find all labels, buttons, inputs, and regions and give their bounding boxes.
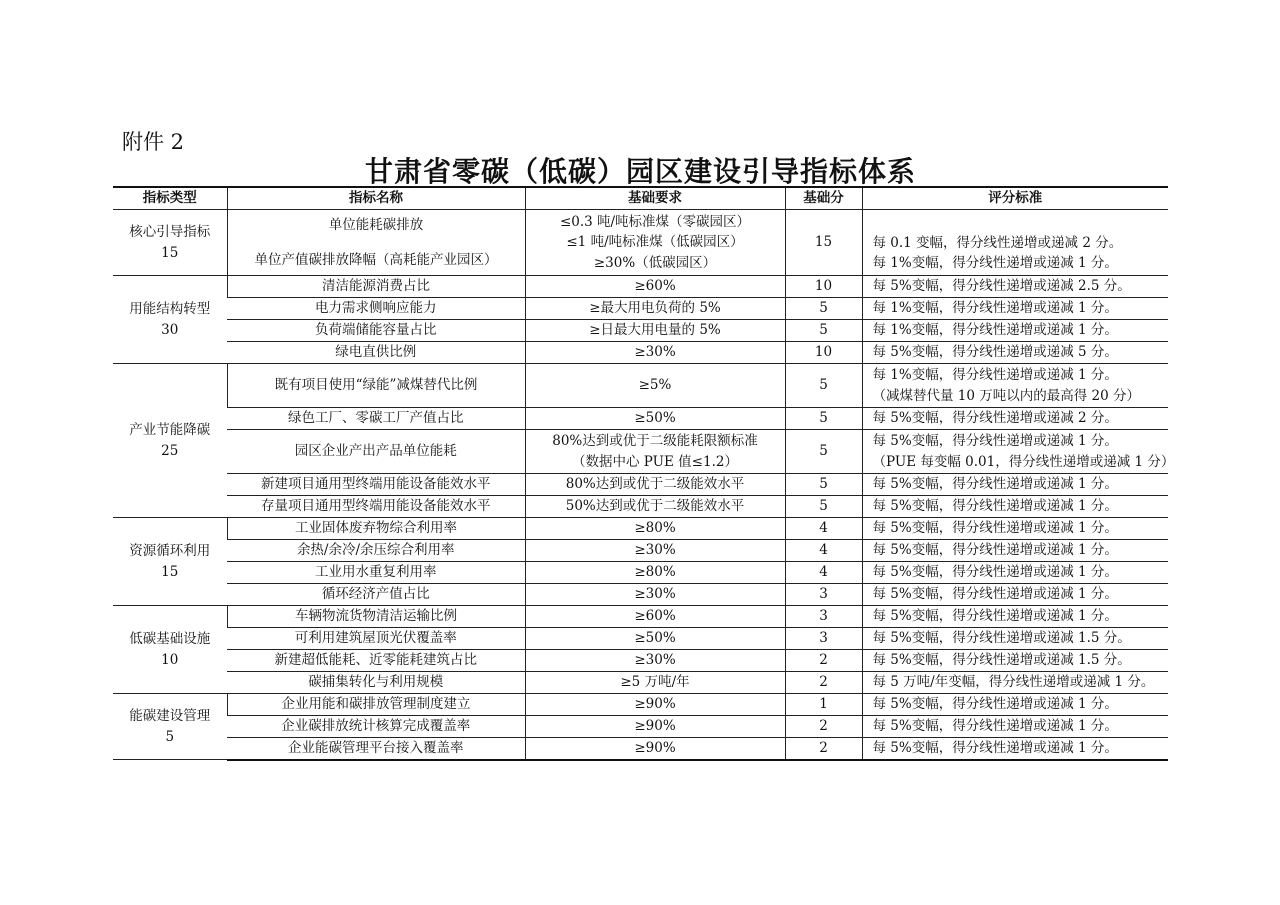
table-row <box>113 562 1168 584</box>
table-row <box>113 276 1168 298</box>
table-body <box>113 210 1175 760</box>
base-score: 5 <box>785 364 862 408</box>
header-requirement: 基础要求 <box>525 187 785 210</box>
requirement-text: ≥90% <box>634 740 676 757</box>
scoring-text: 每 5%变幅，得分线性递增或递减 1 分。 <box>872 608 1118 625</box>
requirement-text: ≥30% <box>634 586 676 603</box>
table-row <box>113 210 1168 276</box>
indicator-type-cell <box>113 276 227 364</box>
header-name: 指标名称 <box>227 187 525 210</box>
requirement-cell <box>525 298 785 320</box>
requirement-text: ≥最大用电负荷的 5% <box>589 300 721 317</box>
scoring-text: 每 5%变幅，得分线性递增或递减 1 分。 <box>872 718 1118 735</box>
table-row <box>113 650 1168 672</box>
requirement-cell <box>525 694 785 716</box>
requirement-cell <box>525 430 785 474</box>
requirement-text: （数据中心 PUE 值≤1.2） <box>572 453 738 470</box>
indicator-table <box>113 186 1175 761</box>
indicator-name: 单位产值碳排放降幅（高耗能产业园区） <box>254 252 498 269</box>
indicator-name: 企业碳排放统计核算完成覆盖率 <box>227 716 525 738</box>
requirement-cell <box>525 496 785 518</box>
indicator-type: 用能结构转型 <box>129 301 211 318</box>
table-row <box>113 408 1168 430</box>
indicator-name: 余热/余冷/余压综合利用率 <box>227 540 525 562</box>
scoring-cell <box>862 672 1168 694</box>
requirement-cell <box>525 650 785 672</box>
scoring-cell <box>862 518 1168 540</box>
requirement-text: ≥80% <box>634 564 676 581</box>
scoring-text: 每 5%变幅，得分线性递增或递减 1 分。 <box>872 564 1118 581</box>
base-score: 5 <box>785 408 862 430</box>
scoring-cell <box>862 738 1168 760</box>
scoring-text: （PUE 每变幅 0.01，得分线性递增或递减 1 分） <box>872 453 1175 470</box>
indicator-name: 电力需求侧响应能力 <box>227 298 525 320</box>
indicator-type: 能碳建设管理 <box>129 708 211 725</box>
indicator-name: 新建项目通用型终端用能设备能效水平 <box>227 474 525 496</box>
requirement-text: ≤0.3 吨/吨标准煤（零碳园区） <box>559 214 751 231</box>
base-score: 4 <box>785 540 862 562</box>
scoring-cell <box>862 584 1168 606</box>
base-score: 5 <box>785 430 862 474</box>
base-score: 4 <box>785 562 862 584</box>
requirement-text: 80%达到或优于二级能耗限额标准 <box>552 433 758 450</box>
requirement-cell <box>525 672 785 694</box>
scoring-text: 每 5%变幅，得分线性递增或递减 5 分。 <box>872 344 1118 361</box>
indicator-type-points: 10 <box>161 651 179 668</box>
scoring-text: 每 5%变幅，得分线性递增或递减 1 分。 <box>872 740 1118 757</box>
scoring-cell <box>862 364 1168 408</box>
header-type: 指标类型 <box>113 187 227 210</box>
scoring-cell <box>862 716 1168 738</box>
indicator-type-cell <box>113 210 227 276</box>
scoring-text: 每 5%变幅，得分线性递增或递减 2.5 分。 <box>872 278 1131 295</box>
requirement-text: ≥30%（低碳园区） <box>593 254 717 271</box>
indicator-type-points: 15 <box>161 563 179 580</box>
table-row <box>113 672 1168 694</box>
indicator-name: 清洁能源消费占比 <box>227 276 525 298</box>
requirement-text: ≥日最大用电量的 5% <box>589 322 721 339</box>
requirement-text: ≥30% <box>634 542 676 559</box>
table-row <box>113 716 1168 738</box>
scoring-text: 每 5%变幅，得分线性递增或递减 2 分。 <box>872 410 1118 427</box>
base-score: 5 <box>785 320 862 342</box>
base-score: 2 <box>785 738 862 760</box>
requirement-text: ≥60% <box>634 608 676 625</box>
base-score: 5 <box>785 496 862 518</box>
scoring-text: 每 5%变幅，得分线性递增或递减 1 分。 <box>872 696 1118 713</box>
scoring-cell <box>862 540 1168 562</box>
scoring-text: 每 1%变幅，得分线性递增或递减 1 分。 <box>872 254 1118 271</box>
table-row <box>113 540 1168 562</box>
indicator-name-cell <box>227 210 525 276</box>
table-row <box>113 364 1168 408</box>
requirement-cell <box>525 628 785 650</box>
scoring-text: 每 5%变幅，得分线性递增或递减 1.5 分。 <box>872 652 1131 669</box>
scoring-text: 每 5%变幅，得分线性递增或递减 1 分。 <box>872 433 1118 450</box>
attachment-label: 附件 2 <box>122 130 185 154</box>
indicator-name: 企业用能和碳排放管理制度建立 <box>227 694 525 716</box>
indicator-name: 负荷端储能容量占比 <box>227 320 525 342</box>
base-score: 3 <box>785 606 862 628</box>
indicator-name: 可利用建筑屋顶光伏覆盖率 <box>227 628 525 650</box>
base-score: 3 <box>785 628 862 650</box>
header-row <box>113 187 1168 210</box>
indicator-type: 低碳基础设施 <box>129 631 211 648</box>
scoring-cell <box>862 430 1175 474</box>
base-score: 5 <box>785 474 862 496</box>
requirement-cell <box>525 584 785 606</box>
indicator-type-cell <box>113 606 227 694</box>
table-row <box>113 738 1168 760</box>
scoring-text: 每 1%变幅，得分线性递增或递减 1 分。 <box>872 322 1118 339</box>
indicator-type: 核心引导指标 <box>129 224 211 241</box>
requirement-text: ≥60% <box>634 278 676 295</box>
table-row <box>113 298 1168 320</box>
requirement-cell <box>525 320 785 342</box>
indicator-name: 企业能碳管理平台接入覆盖率 <box>227 738 525 760</box>
requirement-text: ≥90% <box>634 718 676 735</box>
table-row <box>113 584 1168 606</box>
scoring-text: （减煤替代量 10 万吨以内的最高得 20 分） <box>872 387 1141 404</box>
base-score: 10 <box>785 276 862 298</box>
scoring-cell <box>862 342 1168 364</box>
table-row <box>113 518 1168 540</box>
requirement-text: ≥80% <box>634 520 676 537</box>
indicator-name: 碳捕集转化与利用规模 <box>227 672 525 694</box>
requirement-text: ≥30% <box>634 652 676 669</box>
scoring-cell <box>862 210 1168 276</box>
indicator-name: 绿电直供比例 <box>227 342 525 364</box>
table-row <box>113 496 1168 518</box>
indicator-name: 绿色工厂、零碳工厂产值占比 <box>227 408 525 430</box>
requirement-cell <box>525 738 785 760</box>
indicator-type-cell <box>113 694 227 760</box>
indicator-name: 园区企业产出产品单位能耗 <box>227 430 525 474</box>
requirement-cell <box>525 540 785 562</box>
requirement-cell <box>525 716 785 738</box>
page-title: 甘肃省零碳（低碳）园区建设引导指标体系 <box>364 155 916 188</box>
scoring-text: 每 5 万吨/年变幅，得分线性递增或递减 1 分。 <box>872 674 1155 691</box>
scoring-cell <box>862 320 1168 342</box>
indicator-type-points: 5 <box>165 728 175 745</box>
indicator-name: 车辆物流货物清洁运输比例 <box>227 606 525 628</box>
table-row <box>113 342 1168 364</box>
scoring-cell <box>862 276 1168 298</box>
header-base-score: 基础分 <box>785 187 862 210</box>
scoring-text: 每 5%变幅，得分线性递增或递减 1 分。 <box>872 520 1118 537</box>
base-score: 4 <box>785 518 862 540</box>
header-scoring: 评分标准 <box>862 187 1168 210</box>
indicator-name: 工业固体废弃物综合利用率 <box>227 518 525 540</box>
requirement-text: ≥30% <box>634 344 676 361</box>
indicator-type-cell <box>113 518 227 606</box>
indicator-type-points: 30 <box>161 321 179 338</box>
scoring-cell <box>862 496 1168 518</box>
scoring-text: 每 5%变幅，得分线性递增或递减 1.5 分。 <box>872 630 1131 647</box>
base-score: 3 <box>785 584 862 606</box>
scoring-cell <box>862 474 1168 496</box>
indicator-name: 工业用水重复利用率 <box>227 562 525 584</box>
scoring-text: 每 0.1 变幅，得分线性递增或递减 2 分。 <box>872 234 1123 251</box>
requirement-text: ≥5 万吨/年 <box>620 674 690 691</box>
table-row <box>113 320 1168 342</box>
requirement-cell <box>525 606 785 628</box>
indicator-type-points: 25 <box>161 442 179 459</box>
scoring-cell <box>862 606 1168 628</box>
scoring-cell <box>862 694 1168 716</box>
requirement-text: ≥90% <box>634 696 676 713</box>
indicator-type: 资源循环利用 <box>129 543 211 560</box>
table-row <box>113 628 1168 650</box>
base-score: 2 <box>785 716 862 738</box>
indicator-type-cell <box>113 364 227 518</box>
requirement-text: ≤1 吨/吨标准煤（低碳园区） <box>566 234 744 251</box>
table-row <box>113 694 1168 716</box>
scoring-cell <box>862 628 1168 650</box>
indicator-name: 循环经济产值占比 <box>227 584 525 606</box>
requirement-text: ≥5% <box>638 377 672 394</box>
base-score: 2 <box>785 672 862 694</box>
indicator-name: 新建超低能耗、近零能耗建筑占比 <box>227 650 525 672</box>
scoring-text: 每 1%变幅，得分线性递增或递减 1 分。 <box>872 300 1118 317</box>
requirement-cell <box>525 342 785 364</box>
requirement-cell <box>525 276 785 298</box>
scoring-cell <box>862 650 1168 672</box>
table-row <box>113 606 1168 628</box>
table-row <box>113 474 1168 496</box>
requirement-text: ≥50% <box>634 630 676 647</box>
scoring-cell <box>862 408 1168 430</box>
requirement-cell <box>525 518 785 540</box>
scoring-text: 每 5%变幅，得分线性递增或递减 1 分。 <box>872 498 1118 515</box>
requirement-cell <box>525 210 785 276</box>
indicator-type-points: 15 <box>161 244 179 261</box>
requirement-cell <box>525 562 785 584</box>
indicator-name: 既有项目使用“绿能”减煤替代比例 <box>227 364 525 408</box>
requirement-cell <box>525 408 785 430</box>
requirement-text: ≥50% <box>634 410 676 427</box>
scoring-text: 每 5%变幅，得分线性递增或递减 1 分。 <box>872 476 1118 493</box>
base-score: 1 <box>785 694 862 716</box>
requirement-cell <box>525 474 785 496</box>
scoring-text: 每 1%变幅，得分线性递增或递减 1 分。 <box>872 367 1118 384</box>
base-score: 2 <box>785 650 862 672</box>
indicator-name: 单位能耗碳排放 <box>328 216 424 233</box>
scoring-text: 每 5%变幅，得分线性递增或递减 1 分。 <box>872 586 1118 603</box>
table-row <box>113 430 1168 474</box>
indicator-name-stack <box>232 215 521 271</box>
requirement-text: 80%达到或优于二级能效水平 <box>565 476 745 493</box>
indicator-type: 产业节能降碳 <box>129 422 211 439</box>
scoring-text: 每 5%变幅，得分线性递增或递减 1 分。 <box>872 542 1118 559</box>
scoring-cell <box>862 298 1168 320</box>
requirement-text: 50%达到或优于二级能效水平 <box>565 498 745 515</box>
requirement-cell <box>525 364 785 408</box>
base-score: 5 <box>785 298 862 320</box>
base-score-cell: 15 <box>785 210 862 276</box>
indicator-name: 存量项目通用型终端用能设备能效水平 <box>227 496 525 518</box>
scoring-cell <box>862 562 1168 584</box>
base-score: 10 <box>785 342 862 364</box>
